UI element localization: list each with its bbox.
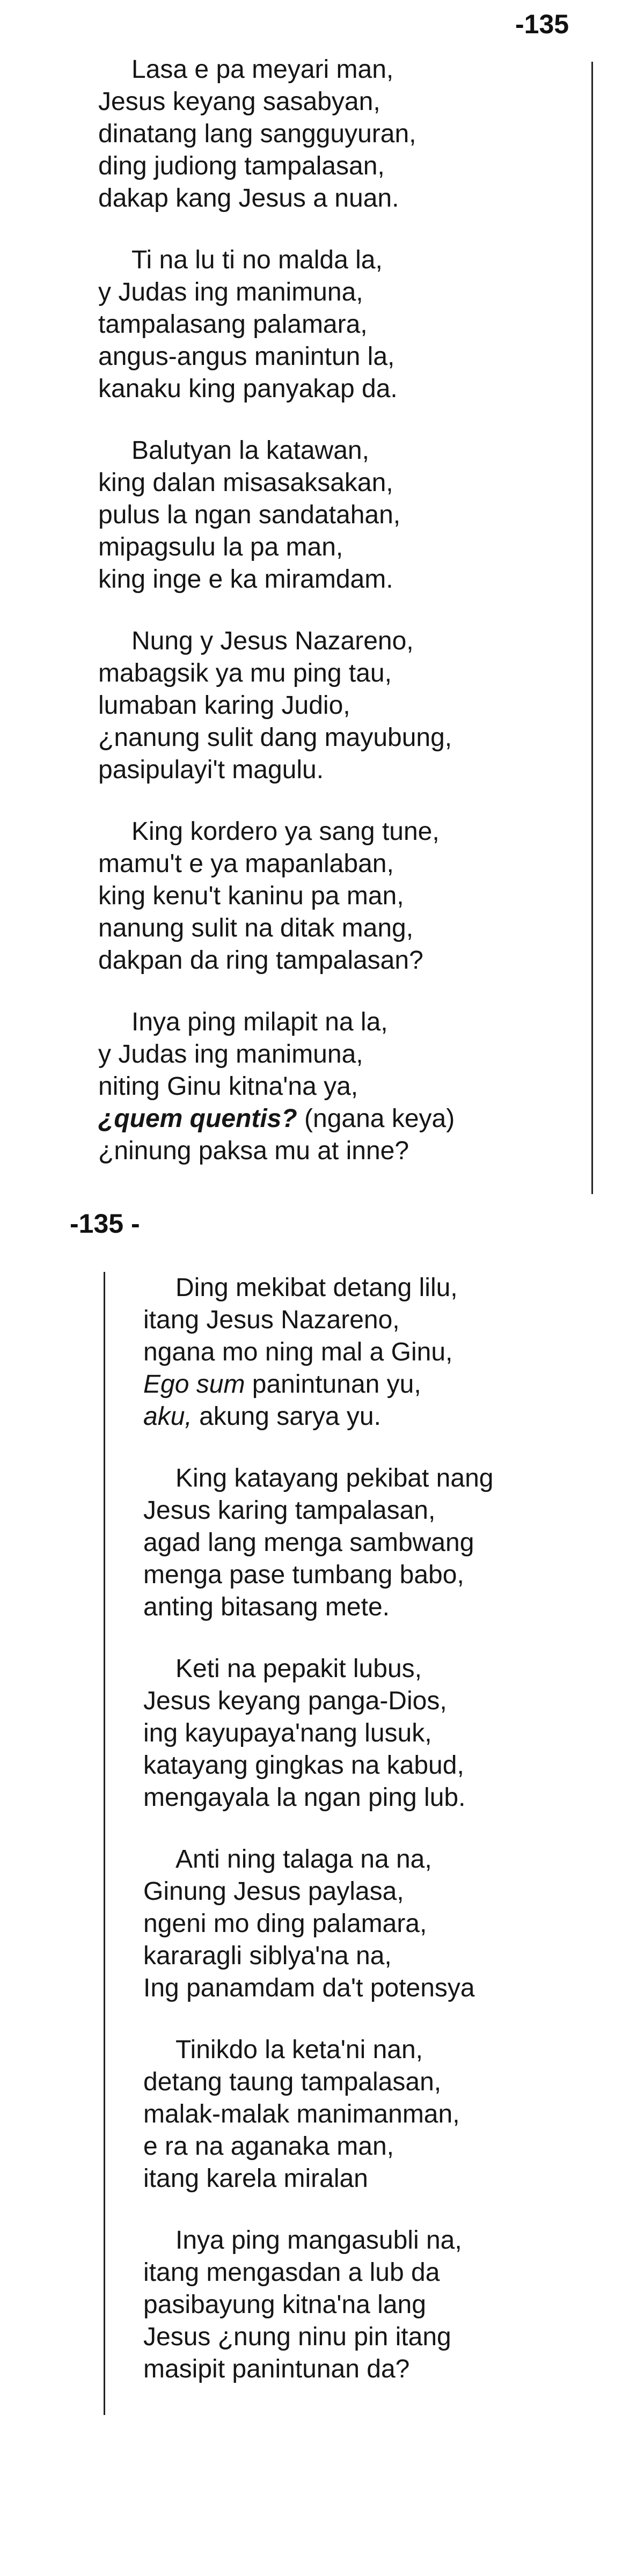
verse-line: menga pase tumbang babo, <box>143 1561 464 1589</box>
verse-line: Balutyan la katawan, <box>131 436 369 465</box>
verse-line: Anti ning talaga na na, <box>175 1845 432 1874</box>
verse-line: dinatang lang sangguyuran, <box>98 120 416 148</box>
aku-word: aku, <box>143 1402 192 1431</box>
verse-line-text: akung sarya yu. <box>199 1402 381 1431</box>
verse-line: pulus la ngan sandatahan, <box>98 501 401 529</box>
verse-line: itang mengasdan a lub da <box>143 2258 440 2287</box>
verse-line-text: (ngana keya) <box>304 1104 455 1133</box>
verse-line: Ginung Jesus paylasa, <box>143 1877 404 1906</box>
stanza <box>0 625 590 786</box>
verse-line: itang Jesus Nazareno, <box>143 1306 400 1334</box>
verse-line: mipagsulu la pa man, <box>98 533 343 561</box>
verse-line: mamu't e ya mapanlaban, <box>98 850 394 878</box>
verse-line: mabagsik ya mu ping tau, <box>98 659 392 687</box>
verse-line: dakap kang Jesus a nuan. <box>98 184 399 213</box>
verse-line: y Judas ing manimuna, <box>98 1040 363 1069</box>
verse-line: king inge e ka miramdam. <box>98 565 393 594</box>
verse-line: masipit panintunan da? <box>143 2355 410 2383</box>
stanza <box>115 1462 644 1623</box>
verse-line: King katayang pekibat nang <box>175 1464 494 1492</box>
stanza <box>115 1272 644 1433</box>
verse-line: ¿ninung paksa mu at inne? <box>98 1137 409 1165</box>
stanza <box>0 1006 590 1167</box>
verse-line: King kordero ya sang tune, <box>131 817 440 846</box>
stanza <box>115 2224 644 2385</box>
verse-line: Ti na lu ti no malda la, <box>131 246 383 274</box>
verse-line: Jesus karing tampalasan, <box>143 1496 436 1525</box>
verse-line: tampalasang palamara, <box>98 310 368 339</box>
stanza <box>115 1653 644 1814</box>
verse-line: anting bitasang mete. <box>143 1593 390 1621</box>
stanza <box>0 244 590 405</box>
verse-line: king kenu't kaninu pa man, <box>98 882 404 910</box>
verse-line: ngeni mo ding palamara, <box>143 1909 427 1938</box>
verse-line: Keti na pepakit lubus, <box>175 1655 422 1683</box>
stanza <box>0 435 590 596</box>
verse-line: mengayala la ngan ping lub. <box>143 1783 466 1812</box>
verse-line: Ing panamdam da't potensya <box>143 1974 475 2002</box>
vertical-rule-top <box>591 62 593 1194</box>
verse-line: pasipulayi't magulu. <box>98 756 324 784</box>
stanza <box>115 1843 644 2004</box>
verse-line: itang karela miralan <box>143 2164 368 2193</box>
verse-line: ngana mo ning mal a Ginu, <box>143 1338 453 1366</box>
page-number-middle: -135 - <box>70 1209 140 1239</box>
verse-line <box>0 1103 590 1135</box>
verse-line: Jesus keyang panga-Dios, <box>143 1687 447 1715</box>
verse-line: lumaban karing Judio, <box>98 691 350 720</box>
stanza <box>0 816 590 977</box>
verse-line: Lasa e pa meyari man, <box>131 55 394 84</box>
vertical-rule-bottom <box>104 1272 105 2415</box>
verse-line: y Judas ing manimuna, <box>98 278 363 306</box>
verse-line: Jesus keyang sasabyan, <box>98 87 380 116</box>
verse-line: ding judiong tampalasan, <box>98 152 385 180</box>
verse-line: e ra na aganaka man, <box>143 2132 394 2161</box>
verse-line: ing kayupaya'nang lusuk, <box>143 1719 432 1747</box>
verse-line: niting Ginu kitna'na ya, <box>98 1072 358 1101</box>
verse-line: agad lang menga sambwang <box>143 1528 474 1557</box>
verse-line: katayang gingkas na kabud, <box>143 1751 464 1780</box>
verse-line: nanung sulit na ditak mang, <box>98 914 414 942</box>
verse-line: Ding mekibat detang lilu, <box>175 1274 458 1302</box>
verse-line: dakpan da ring tampalasan? <box>98 946 423 975</box>
verse-line: pasibayung kitna'na lang <box>143 2290 426 2319</box>
verse-line: ¿nanung sulit dang mayubung, <box>98 723 452 752</box>
stanza <box>0 54 590 215</box>
verse-line <box>115 1401 644 1433</box>
verse-line: Tinikdo la keta'ni nan, <box>175 2036 423 2064</box>
latin-phrase: Ego sum <box>143 1370 245 1399</box>
verse-line: kararagli siblya'na na, <box>143 1942 392 1970</box>
verse-line: Nung y Jesus Nazareno, <box>131 627 414 655</box>
verse-line: Inya ping mangasubli na, <box>175 2226 462 2255</box>
page-number-top: -135 <box>515 9 569 39</box>
stanza <box>115 2034 644 2195</box>
verse-line-text: panintunan yu, <box>252 1370 421 1399</box>
verse-line: angus-angus manintun la, <box>98 342 395 371</box>
verse-line: Jesus ¿nung ninu pin itang <box>143 2323 451 2351</box>
latin-quote: ¿quem quentis? <box>98 1104 297 1133</box>
verse-line: king dalan misasaksakan, <box>98 469 393 497</box>
verse-line <box>115 1368 644 1401</box>
verse-line: kanaku king panyakap da. <box>98 375 398 403</box>
verse-line: detang taung tampalasan, <box>143 2068 442 2096</box>
verse-line: Inya ping milapit na la, <box>131 1008 388 1036</box>
verse-line: malak-malak manimanman, <box>143 2100 460 2128</box>
